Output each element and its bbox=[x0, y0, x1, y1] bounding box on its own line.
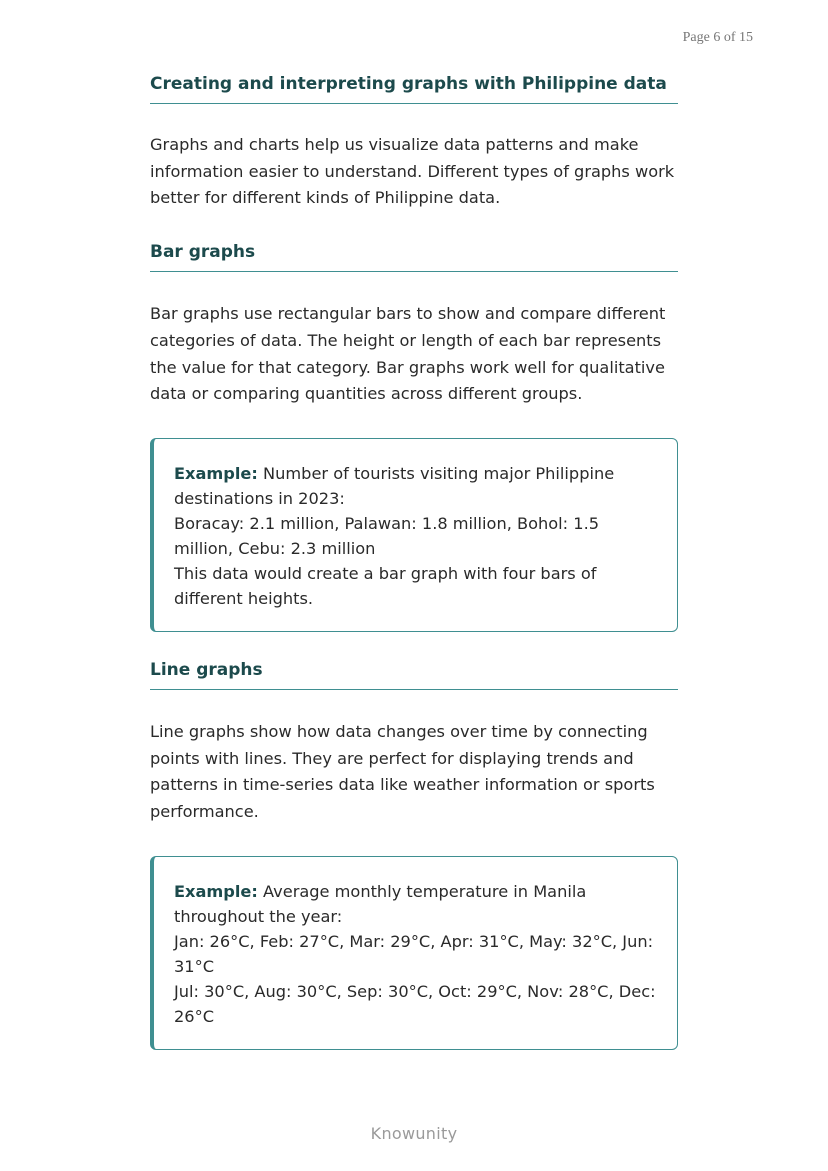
example-data-line: Jan: 26°C, Feb: 27°C, Mar: 29°C, Apr: 31°C, May: 32°C, Jun: 31°C bbox=[174, 931, 654, 976]
line-graphs-heading: Line graphs bbox=[150, 660, 678, 690]
example-text: Average monthly temperature in Manila throughout the year: bbox=[174, 881, 587, 926]
document-content bbox=[150, 74, 678, 1078]
bar-graphs-example-box bbox=[150, 438, 678, 632]
bar-graphs-body: Bar graphs use rectangular bars to show and compare different categories of data. The height or length of each bar represents the value for that category. Bar graphs work well for qualitative data or comparing quantities across different groups. bbox=[150, 304, 666, 404]
line-graphs-example-box bbox=[150, 856, 678, 1050]
example-label: Example: bbox=[174, 881, 258, 901]
example-data-line: Boracay: 2.1 million, Palawan: 1.8 million, Bohol: 1.5 million, Cebu: 2.3 million bbox=[174, 513, 600, 558]
example-data-line: Jul: 30°C, Aug: 30°C, Sep: 30°C, Oct: 29°C, Nov: 28°C, Dec: 26°C bbox=[174, 981, 656, 1026]
section-title: Creating and interpreting graphs with Philippine data bbox=[150, 74, 678, 104]
example-label: Example: bbox=[174, 463, 258, 483]
example-conclusion: This data would create a bar graph with four bars of different heights. bbox=[174, 563, 597, 608]
example-intro bbox=[174, 461, 657, 511]
example-intro bbox=[174, 879, 657, 929]
bar-graphs-heading: Bar graphs bbox=[150, 242, 678, 272]
line-graphs-body: Line graphs show how data changes over time by connecting points with lines. They are perfect for displaying trends and patterns in time-series data like weather information or sports performance. bbox=[150, 721, 655, 822]
footer-brand: Knowunity bbox=[370, 1124, 458, 1143]
section-intro: Graphs and charts help us visualize data patterns and make information easier to understand. Different types of graphs work better for different kinds of Philippine data. bbox=[150, 135, 675, 208]
example-text: Number of tourists visiting major Philippine destinations in 2023: bbox=[174, 463, 615, 508]
page-number: Page 6 of 15 bbox=[682, 30, 753, 45]
